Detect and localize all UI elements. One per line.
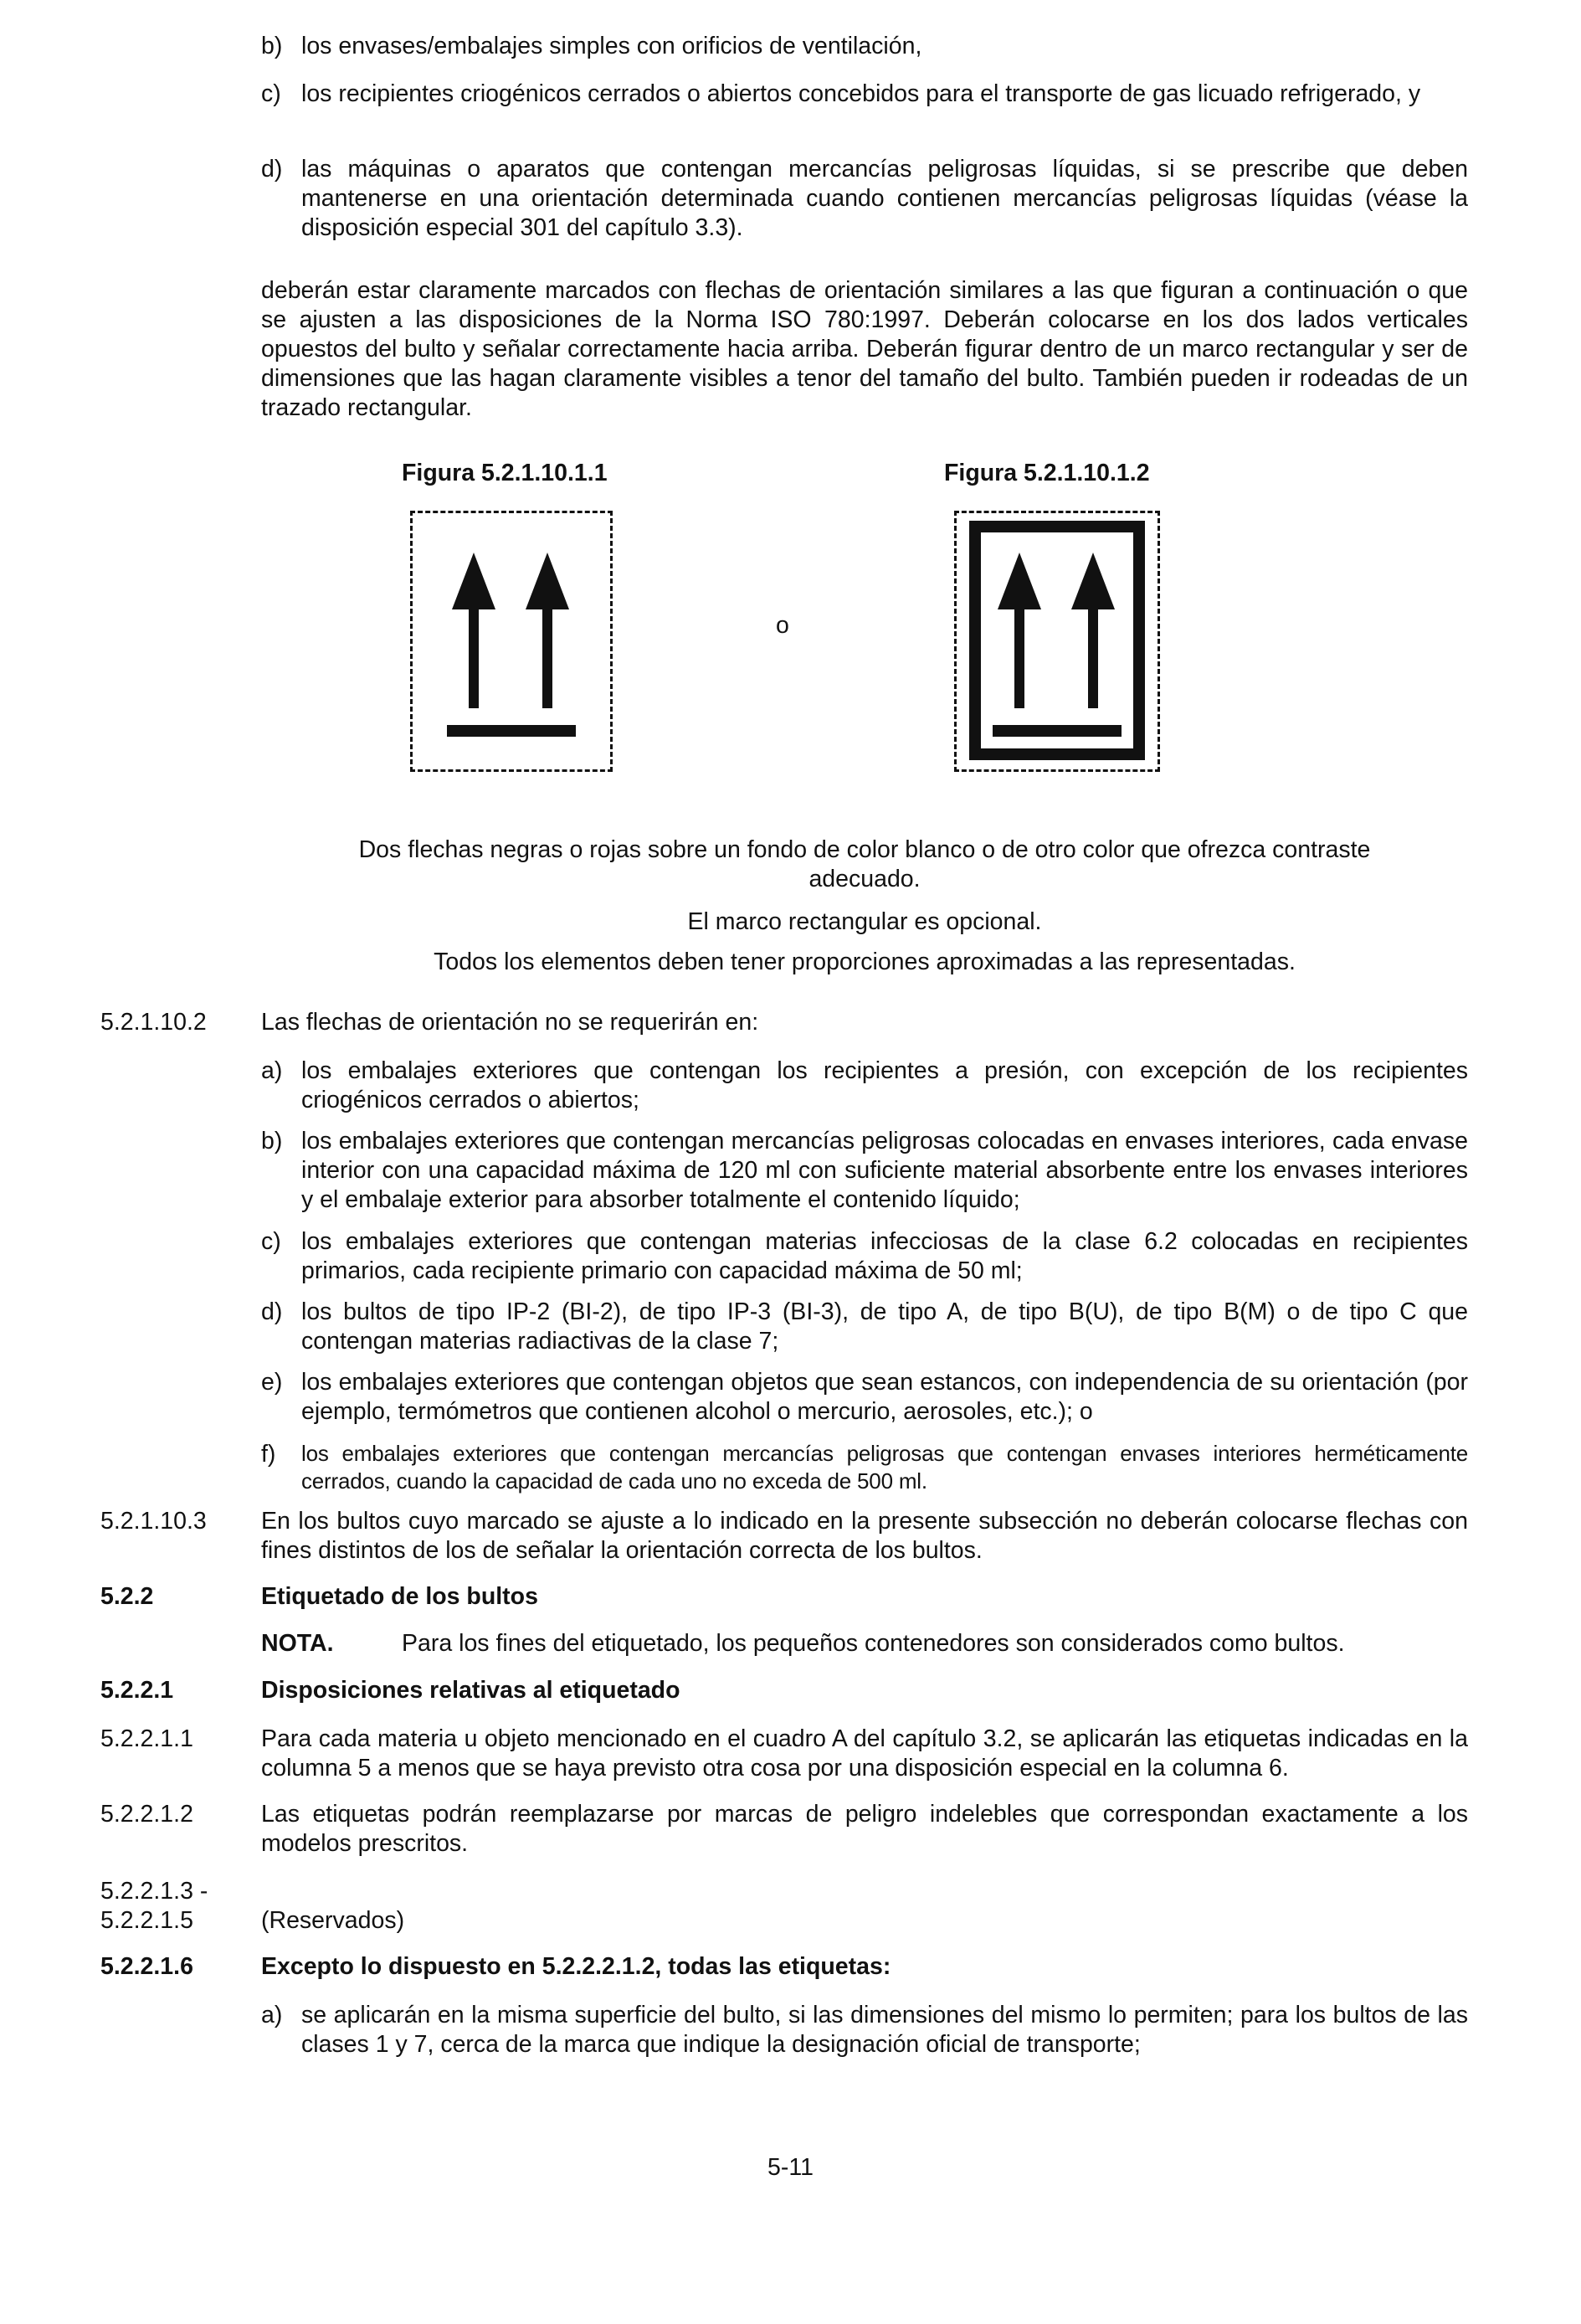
list-label: b): [261, 1128, 283, 1154]
list-label: d): [261, 156, 283, 183]
section-text: En los bultos cuyo marcado se ajuste a lo indicado en la presente subsección no deberán colocarse flechas con fines distintos de los de señalar la orientación correcta de los bultos.: [261, 1508, 1468, 1564]
list-label: c): [261, 80, 281, 107]
section-5-2-2: [100, 1582, 1468, 1612]
list-item: [261, 32, 1468, 61]
note-text: Para los fines del etiquetado, los pequeños contenedores son considerados como bultos.: [402, 1630, 1345, 1657]
list-item: [261, 1298, 1468, 1356]
section-5-2-2-1-1: [100, 1725, 1468, 1783]
list-item: [261, 80, 1468, 109]
figure-note-3: Todos los elementos deben tener proporciones aproximadas a las representadas.: [434, 949, 1296, 975]
section-text: Para cada materia u objeto mencionado en el cuadro A del capítulo 3.2, se aplicarán las etiquetas indicadas en la columna 5 a menos que se haya previsto otra cosa por una disposición especial en la columna 6.: [261, 1725, 1468, 1782]
list-label: e): [261, 1369, 283, 1396]
section-number: 5.2.2.1.2: [100, 1801, 193, 1828]
list-item: [261, 155, 1468, 243]
section-5-2-1-10-2: [100, 1008, 1468, 1037]
list-item: [261, 2001, 1468, 2059]
list-label: a): [261, 1057, 283, 1084]
note: [261, 1629, 1468, 1658]
list-text: los envases/embalajes simples con orificios de ventilación,: [301, 33, 922, 59]
section-title: Etiquetado de los bultos: [261, 1583, 538, 1610]
section-5-2-2-1-6: [100, 1952, 1468, 1982]
section-text: (Reservados): [261, 1907, 405, 1934]
section-number: 5.2.1.10.3: [100, 1508, 207, 1535]
list-item: [261, 1368, 1468, 1427]
list-label: b): [261, 33, 283, 59]
section-number: 5.2.2.1.6: [100, 1953, 193, 1980]
list-item: [261, 1057, 1468, 1115]
list-text: los recipientes criogénicos cerrados o abiertos concebidos para el transporte de gas licuado refrigerado, y: [301, 80, 1421, 107]
main-paragraph: deberán estar claramente marcados con flechas de orientación similares a las que figuran a continuación o que se ajusten a las disposiciones de la Norma ISO 780:1997. Deberán colocarse en los dos lados verticales opuestos del bulto y señalar correctamente hacia arriba. Deberán figurar dentro de un marco rectangular y ser de dimensiones que las hagan claramente visibles a tenor del tamaño del bulto. También pueden ir rodeadas de un trazado rectangular.: [261, 277, 1468, 421]
list-text: los embalajes exteriores que contengan objetos que sean estancos, con independencia de su orientación (por ejemplo, termómetros que contienen alcohol o mercurio, aerosoles, etc.); o: [301, 1369, 1468, 1425]
section-number: 5.2.2.1.1: [100, 1725, 193, 1752]
orientation-arrows-framed-icon: [954, 511, 1160, 772]
section-text: Las flechas de orientación no se requerirán en:: [261, 1009, 759, 1036]
page-number: 5-11: [767, 2154, 814, 2181]
figure-note-2: El marco rectangular es opcional.: [687, 908, 1042, 935]
section-5-2-2-1-2: [100, 1800, 1468, 1859]
section-number: 5.2.2.1: [100, 1677, 174, 1704]
figure-note-1: Dos flechas negras o rojas sobre un fondo de color blanco o de otro color que ofrezca contraste adecuado.: [358, 836, 1371, 892]
section-text: Las etiquetas podrán reemplazarse por marcas de peligro indelebles que correspondan exactamente a los modelos prescritos.: [261, 1801, 1468, 1857]
list-item: [261, 1227, 1468, 1286]
orientation-arrows-icon: [410, 511, 613, 772]
list-item: [261, 1440, 1468, 1495]
list-text: los embalajes exteriores que contengan mercancías peligrosas colocadas en envases interiores, cada envase interior con una capacidad máxima de 120 ml con suficiente material absorbente entre los envases interiores y el embalaje exterior para absorber totalmente el contenido líquido;: [301, 1128, 1468, 1213]
section-title: Excepto lo dispuesto en 5.2.2.2.1.2, todas las etiquetas:: [261, 1953, 891, 1980]
list-text: los embalajes exteriores que contengan materias infecciosas de la clase 6.2 colocadas en recipientes primarios, cada recipiente primario con capacidad máxima de 50 ml;: [301, 1228, 1468, 1284]
list-label: c): [261, 1228, 281, 1255]
list-text: los embalajes exteriores que contengan mercancías peligrosas que contengan envases interiores herméticamente cerrados, cuando la capacidad de cada uno no exceda de 500 ml.: [301, 1441, 1468, 1494]
list-item: [261, 1127, 1468, 1215]
list-text: los embalajes exteriores que contengan los recipientes a presión, con excepción de los recipientes criogénicos cerrados o abiertos;: [301, 1057, 1468, 1113]
section-title: Disposiciones relativas al etiquetado: [261, 1677, 680, 1704]
figure-caption-2: Figura 5.2.1.10.1.2: [944, 460, 1150, 486]
section-5-2-1-10-3: [100, 1507, 1468, 1566]
list-label: d): [261, 1298, 283, 1325]
list-text: los bultos de tipo IP-2 (BI-2), de tipo IP-3 (BI-3), de tipo A, de tipo B(U), de tipo B(M) o de tipo C que contengan materias radiactivas de la clase 7;: [301, 1298, 1468, 1355]
section-number: 5.2.2.1.3 -: [100, 1878, 208, 1905]
list-text: se aplicarán en la misma superficie del bulto, si las dimensiones del mismo lo permiten; para los bultos de las clases 1 y 7, cerca de la marca que indique la designación oficial de transporte;: [301, 2002, 1468, 2058]
section-5-2-2-1: [100, 1676, 1468, 1705]
or-word: o: [776, 612, 789, 639]
list-text: las máquinas o aparatos que contengan mercancías peligrosas líquidas, si se prescribe que deben mantenerse en una orientación determinada cuando contienen mercancías peligrosas líquidas (véase la disposición especial 301 del capítulo 3.3).: [301, 156, 1468, 241]
section-5-2-2-1-5: [100, 1906, 1468, 1936]
note-label: NOTA.: [261, 1630, 334, 1657]
section-number: 5.2.2: [100, 1583, 154, 1610]
section-number: 5.2.1.10.2: [100, 1009, 207, 1036]
section-number: 5.2.2.1.5: [100, 1907, 193, 1934]
list-label: f): [261, 1441, 276, 1468]
list-label: a): [261, 2002, 283, 2028]
figure-caption-1: Figura 5.2.1.10.1.1: [402, 460, 608, 486]
